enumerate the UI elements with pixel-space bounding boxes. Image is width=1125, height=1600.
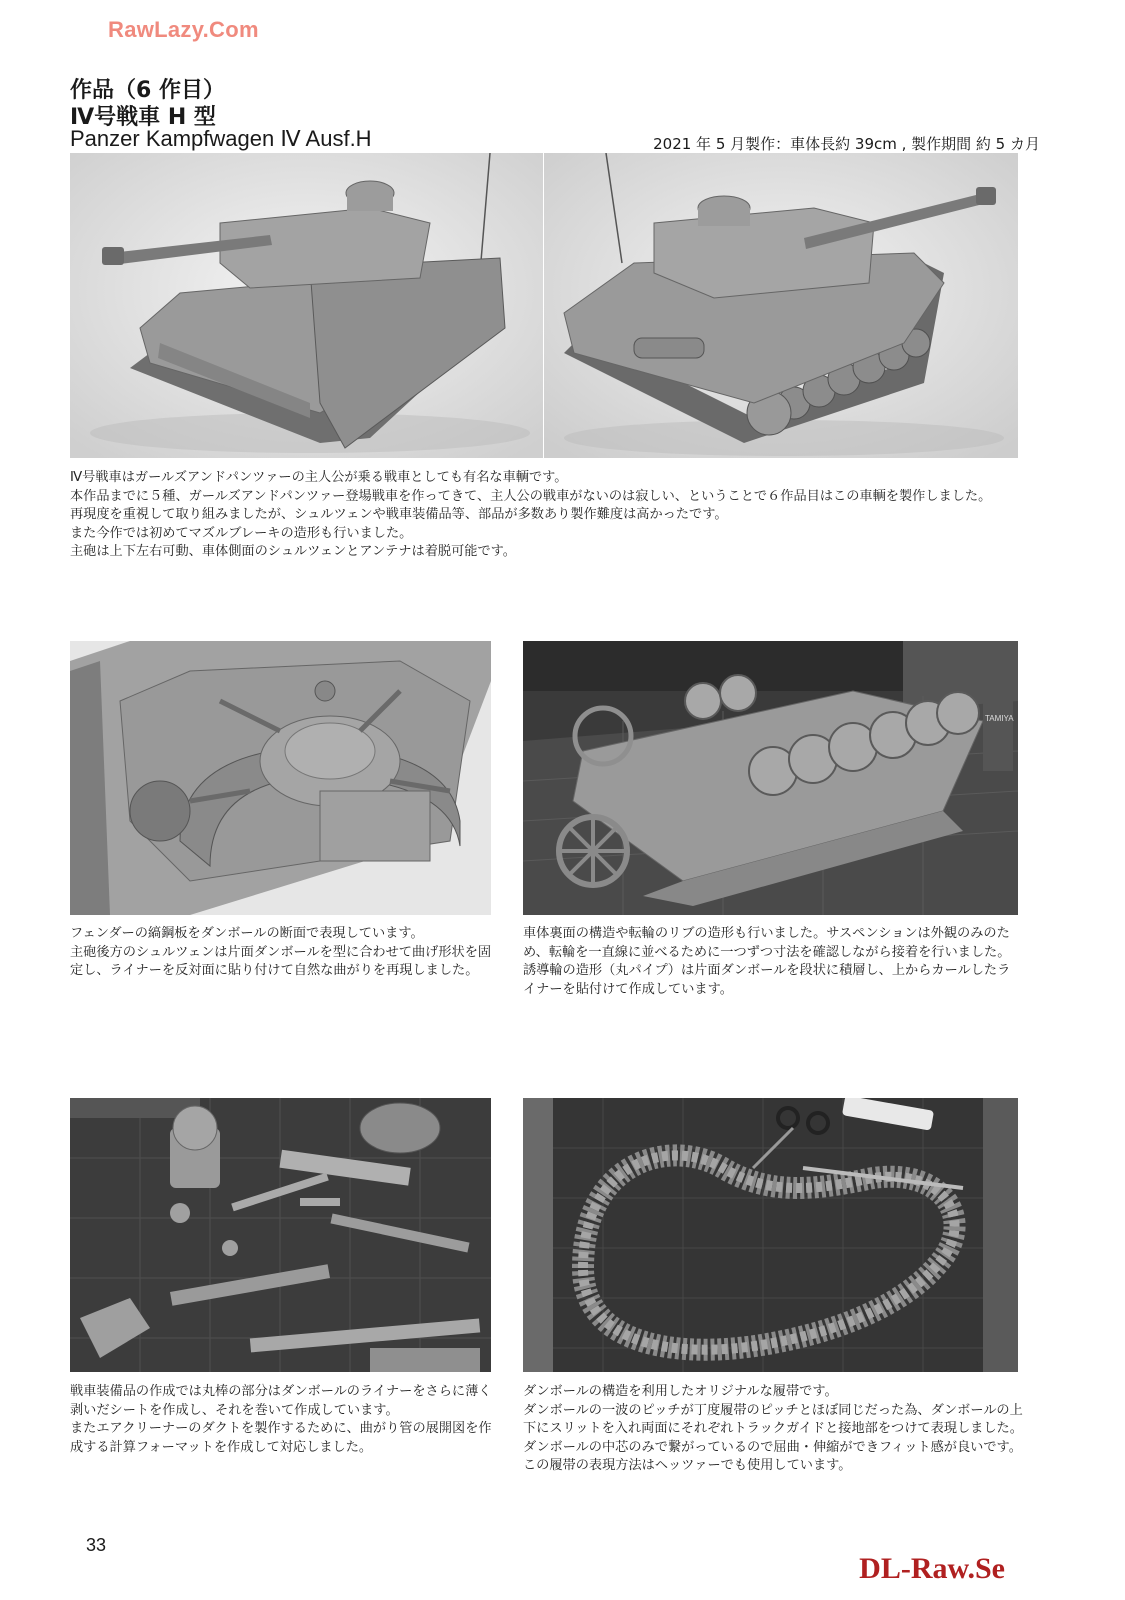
intro-line-1: Ⅳ号戦車はガールズアンドパンツァーの主人公が乗る戦車としても有名な車輌です。 [70,470,568,485]
caption-fender-line-2: 主砲後方のシュルツェンは片面ダンボールを型に合わせて曲げ形状を固定し、ライナーを反対面に貼り付けて自然な曲がりを再現しました。 [70,944,492,978]
work-number-heading: 作品（6 作目） [70,78,225,103]
caption-parts-line-2: またエアクリーナーのダクトを製作するために、曲がり管の展開図を作成する計算フォーマットを作成して対応しました。 [70,1421,492,1455]
caption-parts-line-1: 戦車装備品の作成では丸棒の部分はダンボールのライナーをさらに薄く剥いだシートを作成し、それを巻いて作成しています。 [70,1384,492,1418]
intro-description [70,469,1025,562]
tank-name-english: Panzer Kampfwagen Ⅳ Ausf.H [70,126,372,151]
caption-track-line-3: この履帯の表現方法はヘッツァーでも使用しています。 [523,1458,852,1473]
caption-fender [70,925,498,981]
intro-line-2: 本作品までに５種、ガールズアンドパンツァー登場戦車を作ってきて、主人公の戦車がないのは寂しい、ということで６作品目はこの車輌を製作しました。 [70,488,992,504]
watermark-bottom: DL-Raw.Se [859,1552,1005,1585]
caption-fender-line-1: フェンダーの縞鋼板をダンボールの断面で表現しています。 [70,926,424,941]
caption-hull [523,925,1023,999]
caption-track [523,1383,1023,1476]
photo-tank-rear [544,153,1018,458]
caption-hull-line-1: 車体裏面の構造や転輪のリブの造形も行いました。サスペンションは外観のみのため、転輪を一直線に並べるために一つずつ寸法を確認しながら接着を行いました。 [523,926,1011,960]
intro-line-5: 主砲は上下左右可動、車体側面のシュルツェンとアンテナは着脱可能です。 [70,544,516,559]
production-spec: 2021 年 5 月製作：車体長約 39cm , 製作期間 約 5 カ月 [653,135,1040,153]
tank-name-japanese: Ⅳ号戦車 H 型 [70,105,216,130]
photo-fender-schurzen [70,641,491,915]
intro-line-4: また今作では初めてマズルブレーキの造形も行いました。 [70,525,413,541]
photo-equipment-parts [70,1098,491,1372]
photo-tank-front [70,153,543,458]
watermark-top: RawLazy.Com [108,17,259,42]
caption-parts [70,1383,498,1457]
photo-label-tamiya: TAMIYA [985,714,1014,723]
page-number: 33 [86,1535,107,1555]
photo-track-links [523,1098,1018,1372]
caption-track-line-2: ダンボールの一波のピッチが丁度履帯のピッチとほぼ同じだった為、ダンボールの上下にスリットを入れ両面にそれぞれトラックガイドと接地部をつけて表現しました。ダンボールの中芯のみで繋がっているので屈曲・伸縮ができフィット感が良いです。 [523,1402,1023,1455]
intro-line-3: 再現度を重視して取り組みましたが、シュルツェンや戦車装備品等、部品が多数あり製作難度は高かったです。 [70,507,728,522]
caption-track-line-1: ダンボールの構造を利用したオリジナルな履帯です。 [523,1384,838,1399]
photo-hull-underside [523,641,1018,915]
caption-hull-line-2: 誘導輪の造形（丸パイプ）は片面ダンボールを段状に積層し、上からカールしたライナーを貼付けて作成しています。 [523,963,1011,997]
